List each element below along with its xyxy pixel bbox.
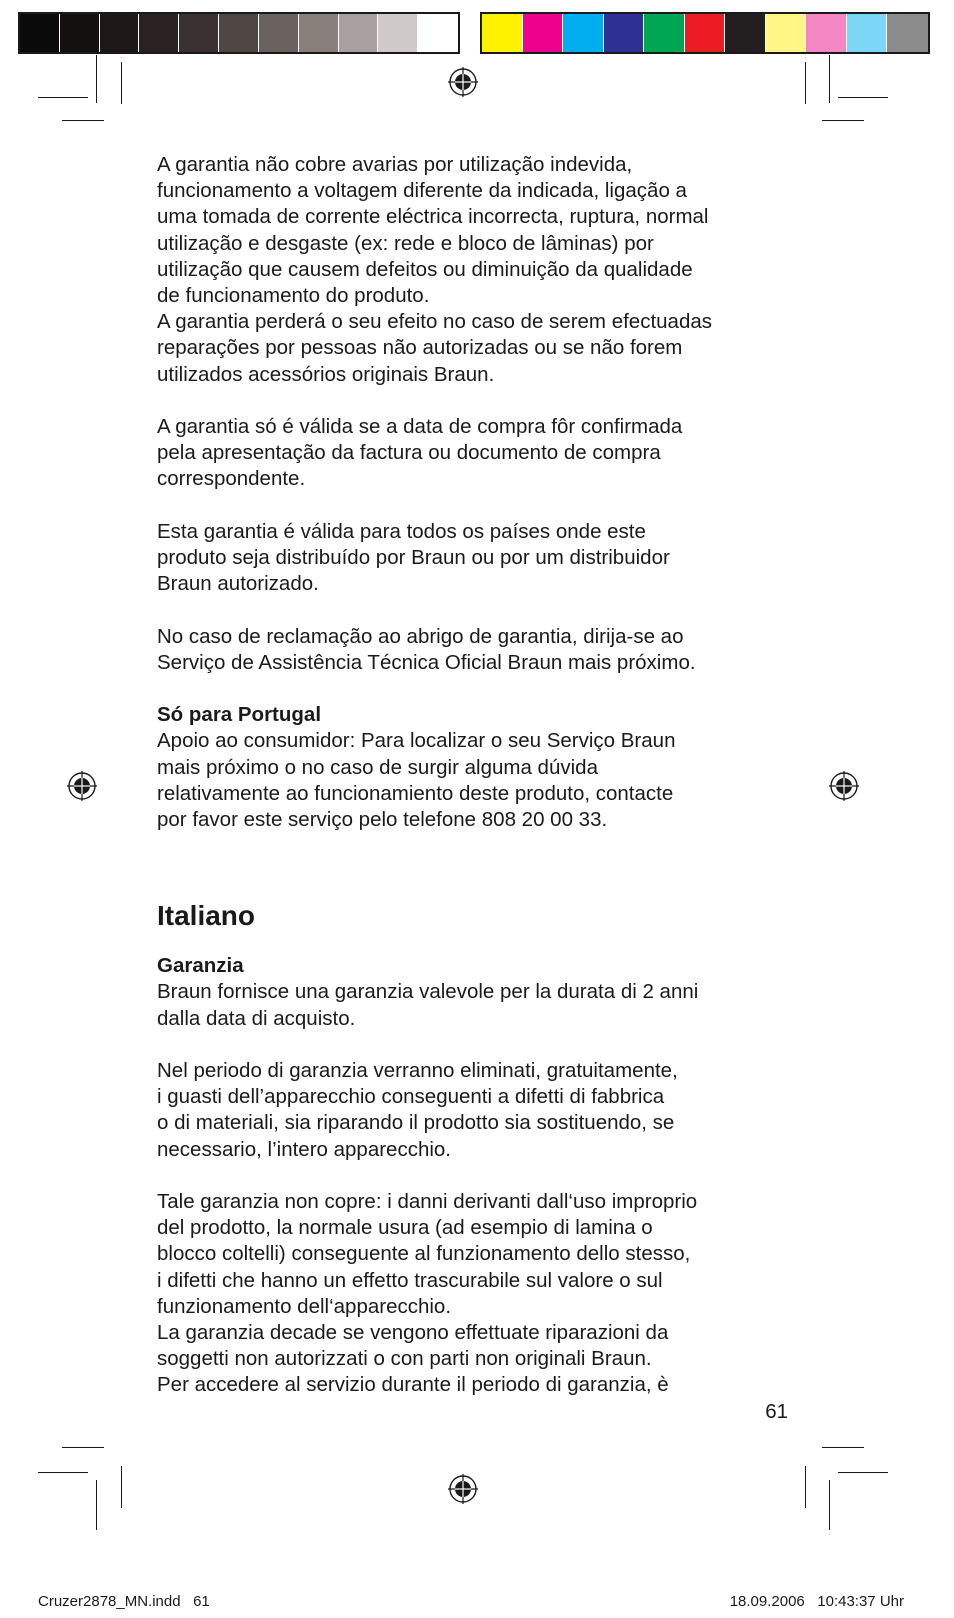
spacer bbox=[157, 1032, 797, 1058]
calibration-swatch bbox=[179, 14, 219, 52]
pt-paragraph-claims: No caso de reclamação ao abrigo de garantia, dirija-se ao Serviço de Assistência Técnica Oficial Braun mais próximo. bbox=[157, 624, 696, 674]
calibration-swatch bbox=[60, 14, 100, 52]
spacer bbox=[157, 388, 797, 414]
crop-mark bbox=[96, 1480, 97, 1530]
spacer bbox=[157, 597, 797, 623]
crop-mark bbox=[838, 1472, 888, 1473]
pt-paragraph-proof-of-purchase: A garantia só é válida se a data de compra fôr confirmada pela apresentação da factura ou documento de compra correspondente. bbox=[157, 415, 683, 491]
spacer bbox=[157, 933, 797, 953]
crop-mark bbox=[838, 97, 888, 98]
spacer bbox=[157, 833, 797, 899]
crop-mark bbox=[121, 1466, 122, 1508]
crop-mark bbox=[829, 55, 830, 103]
calibration-swatch bbox=[604, 14, 645, 52]
crop-mark bbox=[62, 120, 104, 121]
calibration-swatch bbox=[482, 14, 523, 52]
pt-portugal-heading: Só para Portugal bbox=[157, 703, 322, 727]
calibration-swatch bbox=[766, 14, 807, 52]
footer-timestamp: 18.09.2006 10:43:37 Uhr bbox=[729, 1593, 904, 1610]
it-paragraph-void: La garanzia decade se vengono effettuate riparazioni da soggetti non autorizzati o con parti non originali Braun. bbox=[157, 1321, 669, 1371]
section-heading-italiano: Italiano bbox=[157, 900, 256, 932]
calibration-swatch bbox=[725, 14, 766, 52]
crop-mark bbox=[38, 1472, 88, 1473]
page-number: 61 bbox=[765, 1400, 788, 1423]
it-paragraph-coverage: Nel periodo di garanzia verranno eliminati, gratuitamente, i guasti dell’apparecchio conseguenti a difetti di fabbrica o di materiali, sia riparando il prodotto sia sostituendo, se necessario, l’intero apparecchio. bbox=[157, 1059, 678, 1161]
registration-mark-icon bbox=[67, 771, 97, 801]
calibration-swatch bbox=[20, 14, 60, 52]
footer-filename: Cruzer2878_MN.indd 61 bbox=[38, 1593, 210, 1610]
crop-mark bbox=[96, 55, 97, 103]
calibration-swatch bbox=[259, 14, 299, 52]
registration-mark-icon bbox=[448, 67, 478, 97]
pt-portugal-contact: Apoio ao consumidor: Para localizar o seu Serviço Braun mais próximo o no caso de surgir alguma dúvida relativamente ao funcionamiento deste produto, contacte por favor este serviço pelo telefone 808 20 00 33. bbox=[157, 729, 676, 832]
calibration-swatch bbox=[100, 14, 140, 52]
crop-mark bbox=[121, 62, 122, 104]
crop-mark bbox=[62, 1447, 104, 1448]
calibration-swatch bbox=[685, 14, 726, 52]
gray-calibration-bar bbox=[18, 12, 460, 54]
crop-mark bbox=[822, 120, 864, 121]
spacer bbox=[157, 1163, 797, 1189]
crop-mark bbox=[805, 62, 806, 104]
crop-mark bbox=[822, 1447, 864, 1448]
page-content bbox=[157, 152, 797, 1399]
calibration-swatch bbox=[806, 14, 847, 52]
calibration-swatch bbox=[339, 14, 379, 52]
calibration-swatch bbox=[644, 14, 685, 52]
crop-mark bbox=[829, 1480, 830, 1530]
calibration-swatch bbox=[219, 14, 259, 52]
registration-mark-icon bbox=[829, 771, 859, 801]
pt-paragraph-validity: Esta garantia é válida para todos os países onde este produto seja distribuído por Braun ou por um distribuidor Braun autorizado. bbox=[157, 519, 670, 596]
pt-paragraph-unauthorized-repairs: A garantia perderá o seu efeito no caso de serem efectuadas reparações por pessoas não autorizadas ou se não forem utilizados acessórios originais Braun. bbox=[157, 310, 713, 386]
it-subheading-garanzia: Garanzia bbox=[157, 954, 244, 978]
calibration-swatch bbox=[299, 14, 339, 52]
pt-paragraph-misuse: A garantia não cobre avarias por utilização indevida, funcionamento a voltagem diferente da indicada, ligação a uma tomada de corrente eléctrica incorrecta, ruptura, normal utilização e desgaste (ex: rede e bloco de lâminas) por utilização que causem defeitos ou diminuição da qualidade de funcionamento do produto. bbox=[157, 153, 709, 308]
crop-mark bbox=[805, 1466, 806, 1508]
calibration-swatch bbox=[847, 14, 888, 52]
calibration-swatch bbox=[523, 14, 564, 52]
registration-mark-icon bbox=[448, 1474, 478, 1504]
it-paragraph-exclusions: Tale garanzia non copre: i danni derivanti dall‘uso improprio del prodotto, la normale usura (ad esempio di lamina o blocco coltelli) conseguente al funzionamento dello stesso, i difetti che hanno un effetto trascurabile sul valore o sul funzionamento dell‘apparecchio. bbox=[157, 1190, 698, 1318]
it-paragraph-duration: Braun fornisce una garanzia valevole per la durata di 2 anni dalla data di acquisto. bbox=[157, 980, 699, 1030]
spacer bbox=[157, 676, 797, 702]
spacer bbox=[157, 493, 797, 519]
crop-mark bbox=[38, 97, 88, 98]
color-calibration-bar bbox=[480, 12, 930, 54]
calibration-swatch bbox=[563, 14, 604, 52]
calibration-swatch bbox=[378, 14, 418, 52]
calibration-swatch bbox=[887, 14, 928, 52]
calibration-swatch bbox=[418, 14, 458, 52]
calibration-swatch bbox=[139, 14, 179, 52]
it-paragraph-service: Per accedere al servizio durante il periodo di garanzia, è bbox=[157, 1373, 669, 1397]
